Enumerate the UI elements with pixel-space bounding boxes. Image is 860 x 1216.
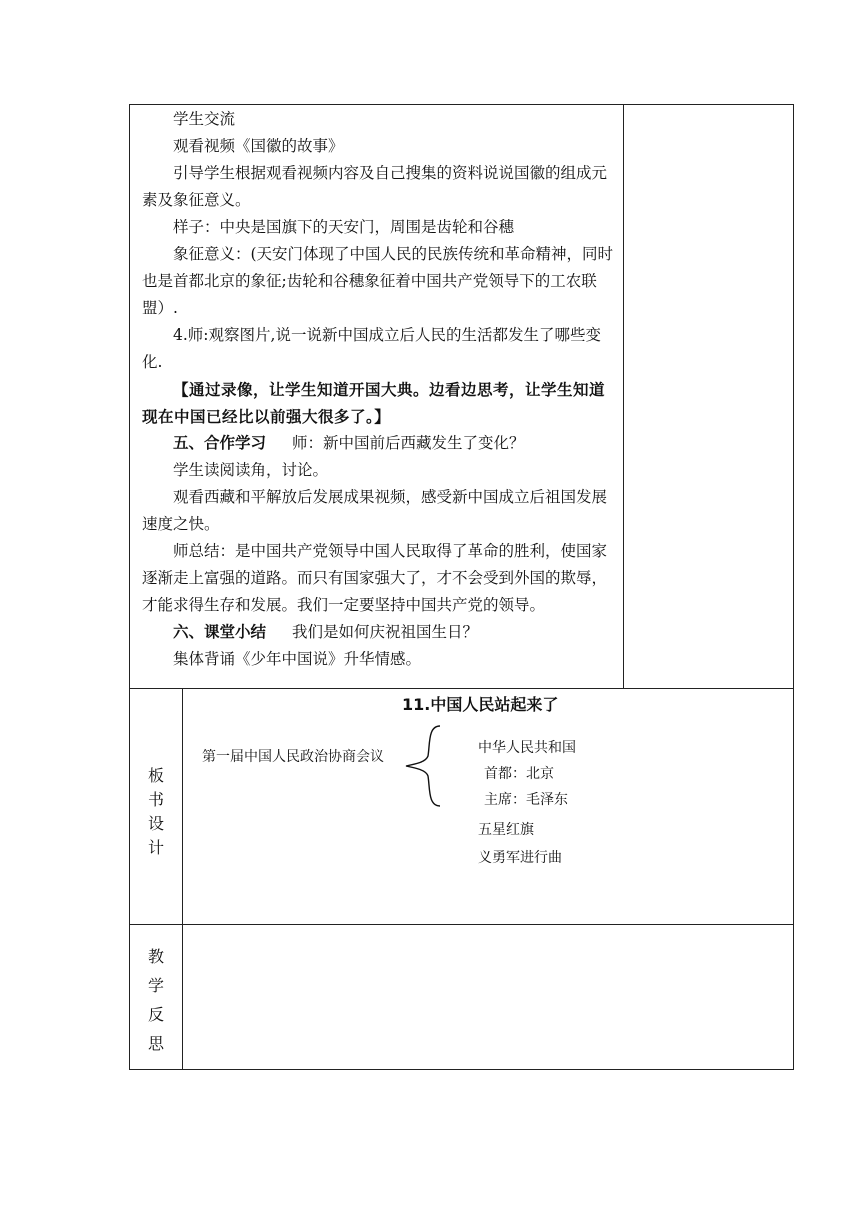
reflection-label-char: 思 [147, 1034, 164, 1053]
board-label-char: 板 [147, 766, 164, 785]
section-5-line [142, 430, 618, 457]
board-extra-item: 五星红旗 [478, 822, 534, 838]
section-6-line [142, 619, 618, 646]
lesson-line: 集体背诵《少年中国说》升华情感。 [173, 650, 422, 668]
section-6-heading: 六、课堂小结 [173, 623, 267, 641]
brace-item: 主席：毛泽东 [484, 792, 568, 808]
reflection-label-char: 反 [147, 1005, 164, 1024]
board-label-char: 书 [147, 790, 164, 809]
row-divider-reflection [129, 924, 794, 925]
brace-item: 首都：北京 [484, 766, 554, 782]
lesson-line: 师总结：是中国共产党领导中国人民取得了革命的胜利，使国家逐渐走上富强的道路。而只有国家强大了，才不会受到外国的欺辱，才能求得生存和发展。我们一定要坚持中国共产党的领导。 [142, 542, 608, 614]
brace-item: 中华人民共和国 [478, 740, 576, 756]
board-left-item: 第一届中国人民政治协商会议 [202, 749, 384, 765]
section-5-text: 师：新中国前后西藏发生了变化？ [292, 434, 525, 452]
lesson-line: 观看西藏和平解放后发展成果视频，感受新中国成立后祖国发展速度之快。 [142, 488, 608, 533]
teacher-note: 【通过录像，让学生知道开国大典。边看边思考，让学生知道现在中国已经比以前强大很多了。】 [142, 380, 606, 426]
section-6-text: 我们是如何庆祝祖国生日？ [292, 623, 479, 641]
column-divider [623, 104, 624, 689]
reflection-label-char: 学 [147, 976, 164, 995]
lesson-line: 引导学生根据观看视频内容及自己搜集的资料说说国徽的组成元素及象征意义。 [142, 164, 608, 209]
lesson-line: 观看视频《国徽的故事》 [173, 137, 344, 155]
label-column-divider [182, 688, 183, 1070]
board-title: 11.中国人民站起来了 [402, 695, 559, 714]
board-label [130, 764, 182, 860]
lesson-line: 4.师:观察图片,说一说新中国成立后人民的生活都发生了哪些变化. [142, 326, 601, 371]
reflection-label-char: 教 [147, 947, 164, 966]
board-extra-item: 义勇军进行曲 [478, 850, 562, 866]
brace-icon [404, 724, 444, 808]
reflection-label [130, 942, 182, 1058]
row-divider-board [129, 688, 794, 689]
board-label-char: 计 [147, 838, 164, 857]
lesson-line: 学生交流 [173, 110, 236, 128]
lesson-line: 样子：中央是国旗下的天安门，周围是齿轮和谷穗 [173, 218, 515, 236]
section-5-heading: 五、合作学习 [173, 434, 267, 452]
board-label-char: 设 [147, 814, 164, 833]
lesson-line: 象征意义：(天安门体现了中国人民的民族传统和革命精神，同时也是首都北京的象征;齿轮和谷穗象征着中国共产党领导下的工农联盟）. [142, 245, 614, 317]
lesson-line: 学生读阅读角，讨论。 [173, 461, 329, 479]
lesson-content [142, 106, 618, 673]
